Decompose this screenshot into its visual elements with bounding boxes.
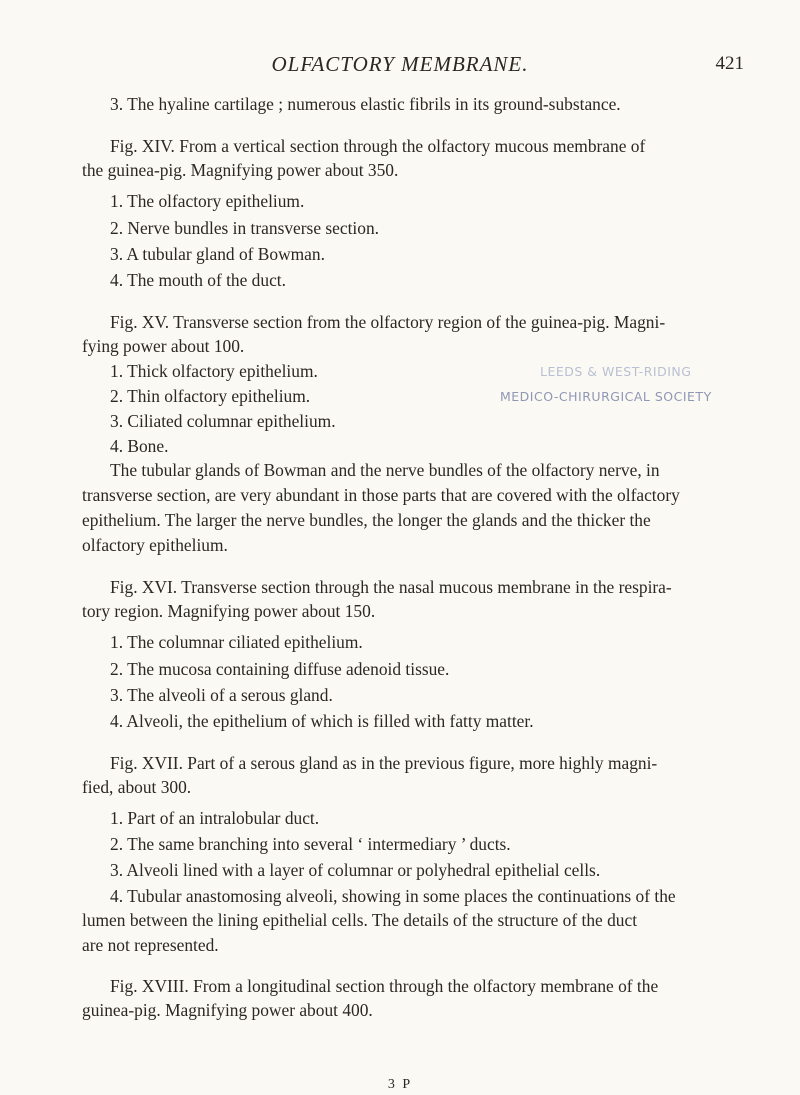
list-item: 3. A tubular gland of Bowman.: [110, 244, 325, 264]
list-item: 1. The olfactory epithelium.: [110, 191, 305, 211]
figure-caption: Fig. XVIII. From a longitudinal section through the olfactory membrane of the: [110, 976, 659, 996]
list-item: 1. Part of an intralobular duct.: [110, 808, 320, 828]
text-line: lumen between the lining epithelial cells. The details of the structure of the duct: [82, 910, 638, 930]
library-stamp-line1: LEEDS & WEST-RIDING: [540, 364, 692, 379]
list-item: 2. Nerve bundles in transverse section.: [110, 218, 379, 238]
list-item: 4. The mouth of the duct.: [110, 270, 286, 290]
text-line: the guinea-pig. Magnifying power about 350.: [82, 160, 399, 180]
paragraph-line: transverse section, are very abundant in those parts that are covered with the olfactory: [82, 485, 680, 505]
list-item: 2. Thin olfactory epithelium.: [110, 386, 311, 406]
figure-caption: Fig. XV. Transverse section from the olfactory region of the guinea-pig. Magni-: [110, 312, 666, 332]
list-item: 2. The same branching into several ‘ intermediary ’ ducts.: [110, 834, 511, 854]
paragraph-line: The tubular glands of Bowman and the nerve bundles of the olfactory nerve, in: [110, 460, 660, 480]
text-line: are not represented.: [82, 935, 219, 955]
page-header: [0, 52, 800, 82]
paragraph-line: olfactory epithelium.: [82, 535, 228, 555]
list-item: 3. Ciliated columnar epithelium.: [110, 411, 336, 431]
list-item: 4. Alveoli, the epithelium of which is filled with fatty matter.: [110, 711, 534, 731]
page-number: 421: [715, 53, 744, 74]
text-line: fied, about 300.: [82, 777, 192, 797]
list-item: 3. The alveoli of a serous gland.: [110, 685, 333, 705]
list-item: 4. Tubular anastomosing alveoli, showing in some places the continuations of the: [110, 886, 676, 906]
figure-caption: Fig. XIV. From a vertical section through the olfactory mucous membrane of: [110, 136, 646, 156]
list-item: 4. Bone.: [110, 436, 169, 456]
list-item: 3. Alveoli lined with a layer of columnar or polyhedral epithelial cells.: [110, 860, 601, 880]
running-title: OLFACTORY MEMBRANE.: [271, 52, 529, 76]
text-line: 3. The hyaline cartilage ; numerous elastic fibrils in its ground-substance.: [110, 94, 621, 114]
list-item: 1. Thick olfactory epithelium.: [110, 361, 318, 381]
paragraph-line: epithelium. The larger the nerve bundles, the longer the glands and the thicker the: [82, 510, 651, 530]
text-line: tory region. Magnifying power about 150.: [82, 601, 376, 621]
list-item: 2. The mucosa containing diffuse adenoid tissue.: [110, 659, 450, 679]
figure-caption: Fig. XVI. Transverse section through the nasal mucous membrane in the respira-: [110, 577, 672, 597]
text-line: guinea-pig. Magnifying power about 400.: [82, 1000, 373, 1020]
list-item: 1. The columnar ciliated epithelium.: [110, 632, 363, 652]
text-line: fying power about 100.: [82, 336, 245, 356]
signature-mark: 3 P: [387, 1077, 413, 1092]
figure-caption: Fig. XVII. Part of a serous gland as in the previous figure, more highly magni-: [110, 753, 658, 773]
library-stamp-line2: MEDICO-CHIRURGICAL SOCIETY: [500, 389, 712, 404]
